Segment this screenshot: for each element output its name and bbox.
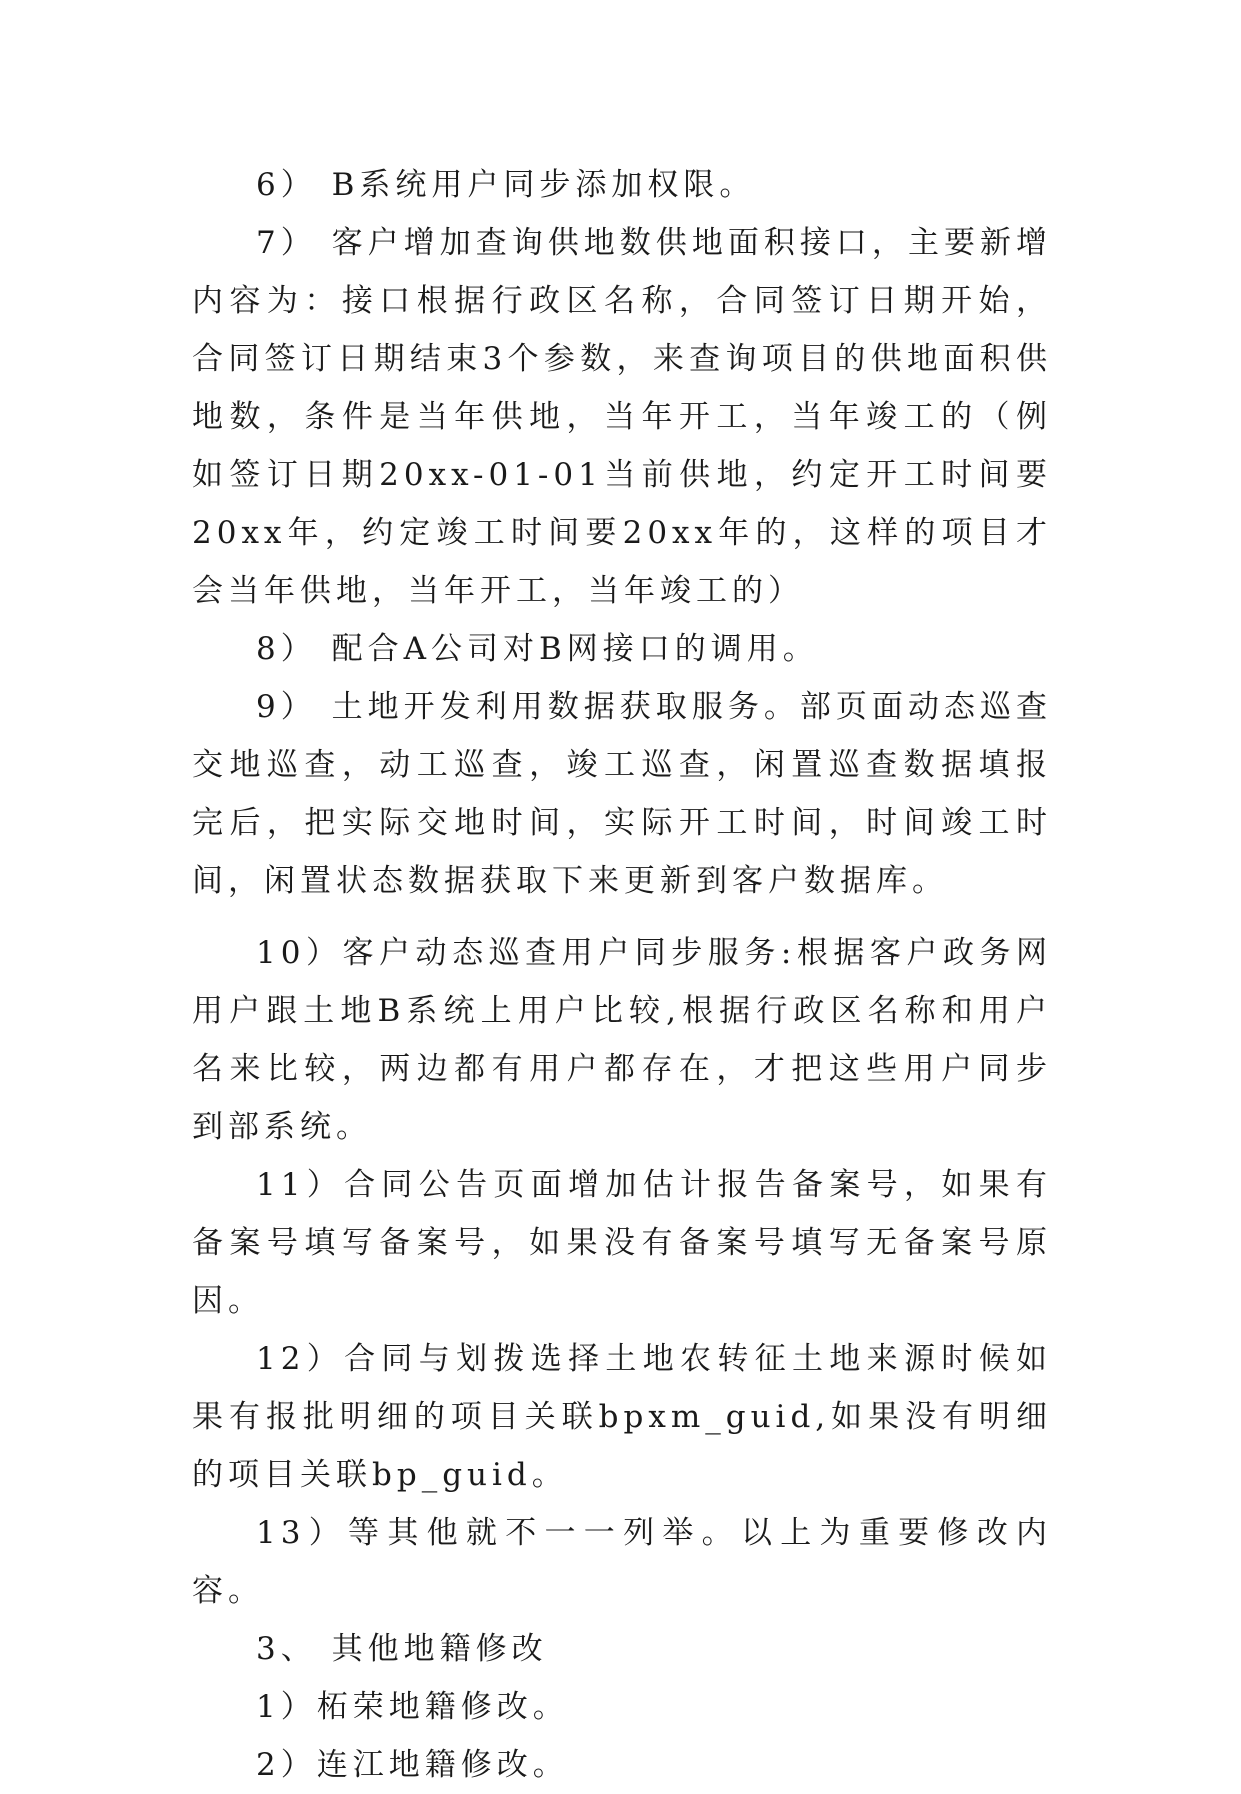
document-body — [192, 156, 1052, 1794]
paragraph-subitem-2: 2）连江地籍修改。 — [256, 1747, 569, 1783]
paragraph-spacer — [192, 910, 1052, 924]
paragraph-item-10: 10）客户动态巡查用户同步服务:根据客户政务网用户跟土地B系统上用户比较,根据行政区名称和用户名来比较，两边都有用户都存在，才把这些用户同步到部系统。 — [192, 935, 1052, 1145]
section-heading-3: 3、 其他地籍修改 — [256, 1631, 548, 1667]
paragraph-subitem-1: 1）柘荣地籍修改。 — [256, 1689, 569, 1725]
paragraph-item-6: 6） B系统用户同步添加权限。 — [256, 167, 756, 203]
paragraph-item-11: 11）合同公告页面增加估计报告备案号，如果有备案号填写备案号，如果没有备案号填写无备案号原因。 — [192, 1167, 1052, 1319]
paragraph-item-7: 7） 客户增加查询供地数供地面积接口，主要新增内容为：接口根据行政区名称，合同签订日期开始，合同签订日期结束3个参数，来查询项目的供地面积供地数，条件是当年供地，当年开工，当年竣工的（例如签订日期20xx-01-01当前供地，约定开工时间要20xx年，约定竣工时间要20xx年的，这样的项目才会当年供地，当年开工，当年竣工的） — [192, 225, 1052, 609]
paragraph-item-12: 12）合同与划拨选择土地农转征土地来源时候如果有报批明细的项目关联bpxm_guid,如果没有明细的项目关联bp_guid。 — [192, 1341, 1052, 1493]
paragraph-item-9: 9） 土地开发利用数据获取服务。部页面动态巡查交地巡查，动工巡查，竣工巡查，闲置巡查数据填报完后，把实际交地时间，实际开工时间，时间竣工时间，闲置状态数据获取下来更新到客户数据库。 — [192, 689, 1052, 899]
paragraph-item-13: 13）等其他就不一一列举。以上为重要修改内容。 — [192, 1515, 1052, 1609]
paragraph-item-8: 8） 配合A公司对B网接口的调用。 — [256, 631, 819, 667]
